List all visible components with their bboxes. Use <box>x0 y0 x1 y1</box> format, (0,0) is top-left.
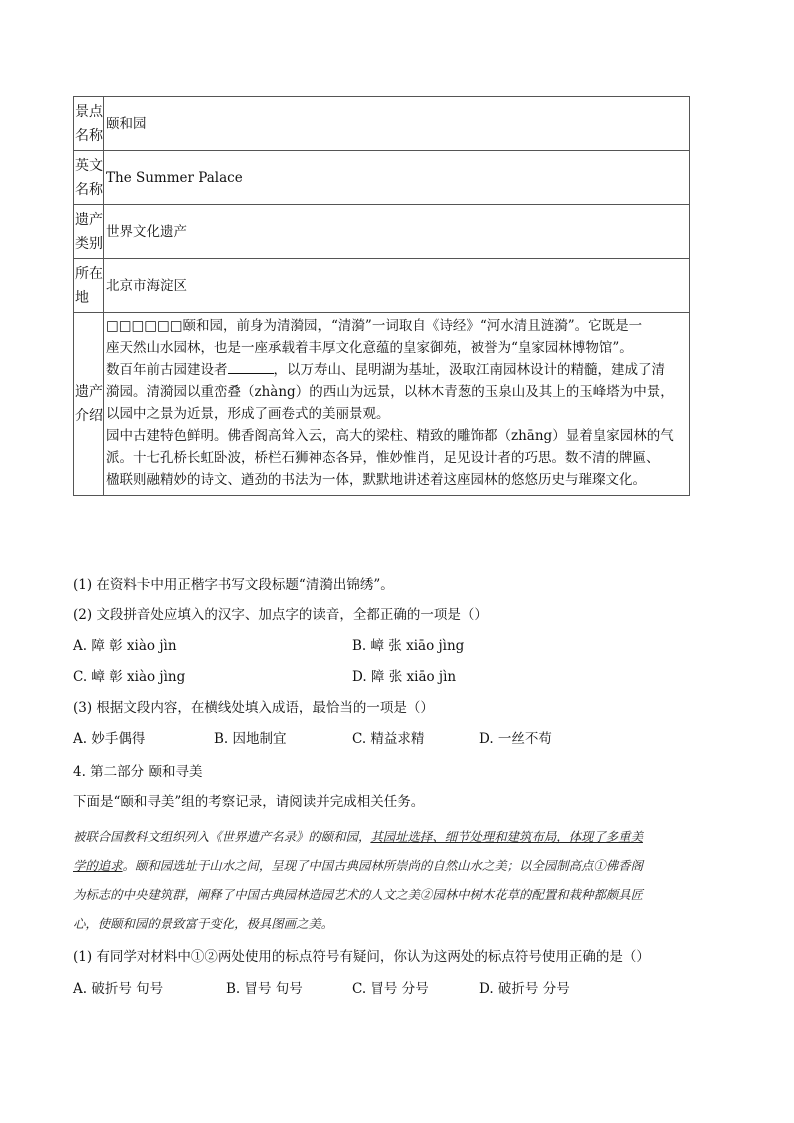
option-d[interactable]: D. 破折号 分号 <box>479 981 570 997</box>
question-2: (2) 文段拼音处应填入的汉字、加点字的读音，全都正确的一项是（） <box>73 607 488 623</box>
section-intro: 下面是“颐和寻美”组的考察记录，请阅读并完成相关任务。 <box>73 794 425 810</box>
section-title: 4. 第二部分 颐和寻美 <box>73 764 203 780</box>
fill-blank[interactable] <box>228 361 274 374</box>
intro-text-part: 数百年前古园建设者 <box>106 362 228 378</box>
option-a[interactable]: A. 障 彰 xiào jìn <box>73 638 177 654</box>
row-value: The Summer Palace <box>104 151 690 205</box>
option-b[interactable]: B. 嶂 张 xiāo jìng <box>352 638 465 654</box>
question-4-1: (1) 有同学对材料中①②两处使用的标点符号有疑问，你认为这两处的标点符号使用正确的是（） <box>73 949 650 965</box>
intro-line: 派。十七孔桥长虹卧波，桥栏石狮神态各异，惟妙惟肖，足见设计者的巧思。数不清的牌匾、 <box>106 450 660 466</box>
option-b[interactable]: B. 因地制宜 <box>214 731 287 747</box>
intro-line: 园中古建特色鲜明。佛香阁高耸入云，高大的梁柱、精致的雕饰都（zhāng）显着皇家园林的气 <box>106 428 674 444</box>
row-value: 世界文化遗产 <box>104 205 690 259</box>
option-b[interactable]: B. 冒号 句号 <box>226 981 303 997</box>
table-row <box>74 205 690 259</box>
material-passage <box>73 822 733 938</box>
option-c[interactable]: C. 冒号 分号 <box>352 981 429 997</box>
row-value: 北京市海淀区 <box>104 259 690 313</box>
row-value: 颐和园 <box>104 97 690 151</box>
heritage-info-card <box>73 96 690 496</box>
material-line <box>73 851 733 880</box>
option-d[interactable]: D. 一丝不苟 <box>479 731 552 747</box>
row-label: 英文名称 <box>74 151 104 205</box>
row-label: 遗产类别 <box>74 205 104 259</box>
intro-text <box>104 313 690 496</box>
intro-line <box>106 359 687 381</box>
underlined-text: 学的追求 <box>73 858 123 873</box>
option-a[interactable]: A. 破折号 句号 <box>73 981 164 997</box>
table-row <box>74 151 690 205</box>
question-1: (1) 在资料卡中用正楷字书写文段标题“清漪出锦绣”。 <box>73 577 394 593</box>
underlined-text: 其园址选择、细节处理和建筑布局，体现了多重美 <box>370 829 643 844</box>
intro-line: 座天然山水园林，也是一座承载着丰厚文化意蕴的皇家御苑，被誉为“皇家园林博物馆”。 <box>106 340 633 356</box>
material-text: 被联合国教科文组织列入《世界遗产名录》的颐和园， <box>73 829 371 844</box>
material-line <box>73 822 733 851</box>
material-line: 为标志的中央建筑群，阐释了中国古典园林造园艺术的人文之美②园林中树木花草的配置和栽种都颇具匠 <box>73 887 643 902</box>
question-3: (3) 根据文段内容，在横线处填入成语，最恰当的一项是（） <box>73 700 434 716</box>
row-label: 遗产介绍 <box>74 313 104 496</box>
intro-line: 漪园。清漪园以重峦叠（zhàng）的西山为远景，以林木青葱的玉泉山及其上的玉峰塔为中景， <box>106 384 674 400</box>
row-label: 景点名称 <box>74 97 104 151</box>
option-c[interactable]: C. 嶂 彰 xiào jìng <box>73 669 186 685</box>
intro-text-part: ，以万寿山、昆明湖为基址，汲取江南园林设计的精髓，建成了清 <box>273 362 665 378</box>
row-label: 所在地 <box>74 259 104 313</box>
intro-line: □□□□□□颐和园，前身为清漪园，“清漪”一词取自《诗经》“河水清且涟漪”。它既是一 <box>106 318 643 334</box>
table-row <box>74 259 690 313</box>
material-line: 心，使颐和园的景致富于变化，极具图画之美。 <box>73 916 334 931</box>
table-row <box>74 97 690 151</box>
option-a[interactable]: A. 妙手偶得 <box>73 731 146 747</box>
intro-line: 以园中之景为近景，形成了画卷式的美丽景观。 <box>106 406 390 422</box>
table-row-intro <box>74 313 690 496</box>
option-c[interactable]: C. 精益求精 <box>352 731 425 747</box>
option-d[interactable]: D. 障 张 xiāo jìn <box>352 669 457 685</box>
material-text: 。颐和园选址于山水之间，呈现了中国古典园林所崇尚的自然山水之美；以全园制高点①佛香阁 <box>122 858 643 873</box>
intro-line: 楹联则融精妙的诗文、遒劲的书法为一体，默默地讲述着这座园林的悠悠历史与璀璨文化。 <box>106 472 646 488</box>
